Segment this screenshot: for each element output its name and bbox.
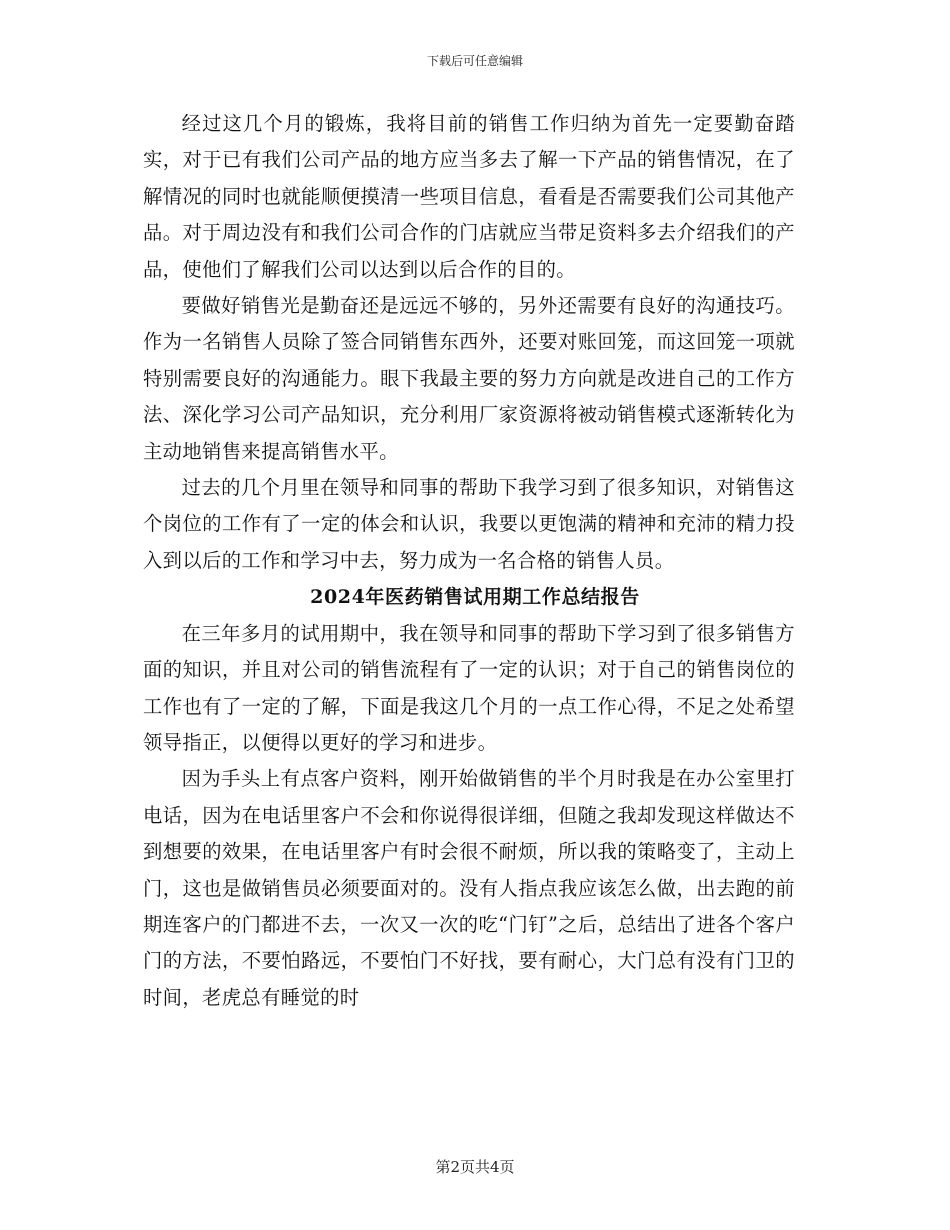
paragraph-training-summary: 经过这几个月的锻炼，我将目前的销售工作归纳为首先一定要勤奋踏实，对于已有我们公司产品的地方应当多去了解一下产品的销售情况，在了解情况的同时也就能顺便摸清一些项目信息，看看是否需要我们公司其他产品。对于周边没有和我们公司合作的门店就应当带足资料多去介绍我们的产品，使他们了解我们公司以达到以后合作的目的。 xyxy=(143,112,795,281)
paragraph-past-months: 过去的几个月里在领导和同事的帮助下我学习到了很多知识，对销售这个岗位的工作有了一定的体会和认识，我要以更饱满的精神和充沛的精力投入到以后的工作和学习中去，努力成为一名合格的销售人员。 xyxy=(143,476,795,572)
document-body xyxy=(143,106,795,1016)
page-header-note: 下载后可任意编辑 xyxy=(426,54,523,68)
paragraph-probation-intro: 在三年多月的试用期中，我在领导和同事的帮助下学习到了很多销售方面的知识，并且对公司的销售流程有了一定的认识；对于自己的销售岗位的工作也有了一定的了解，下面是我这几个月的一点工作心得，不足之处希望领导指正，以便得以更好的学习和进步。 xyxy=(143,621,795,754)
page-number: 第2页共4页 xyxy=(435,1158,515,1176)
paragraph-client-visits: 因为手头上有点客户资料，刚开始做销售的半个月时我是在办公室里打电话，因为在电话里客户不会和你说得很详细，但随之我却发现这样做达不到想要的效果，在电话里客户有时会很不耐烦，所以我的策略变了，主动上门，这也是做销售员必须要面对的。没有人指点我应该怎么做，出去跑的前期连客户的门都进不去，一次又一次的吃“门钉”之后，总结出了进各个客户门的方法，不要怕路远，不要怕门不好找，要有耐心，大门总有没有门卫的时间，老虎总有睡觉的时 xyxy=(143,767,795,1009)
paragraph-communication-skills: 要做好销售光是勤奋还是远远不够的，另外还需要有良好的沟通技巧。作为一名销售人员除了签合同销售东西外，还要对账回笼，而这回笼一项就特别需要良好的沟通能力。眼下我最主要的努力方向就是改进自己的工作方法、深化学习公司产品知识，充分利用厂家资源将被动销售模式逐渐转化为主动地销售来提高销售水平。 xyxy=(143,294,795,463)
section-title: 2024年医药销售试用期工作总结报告 xyxy=(310,586,640,609)
